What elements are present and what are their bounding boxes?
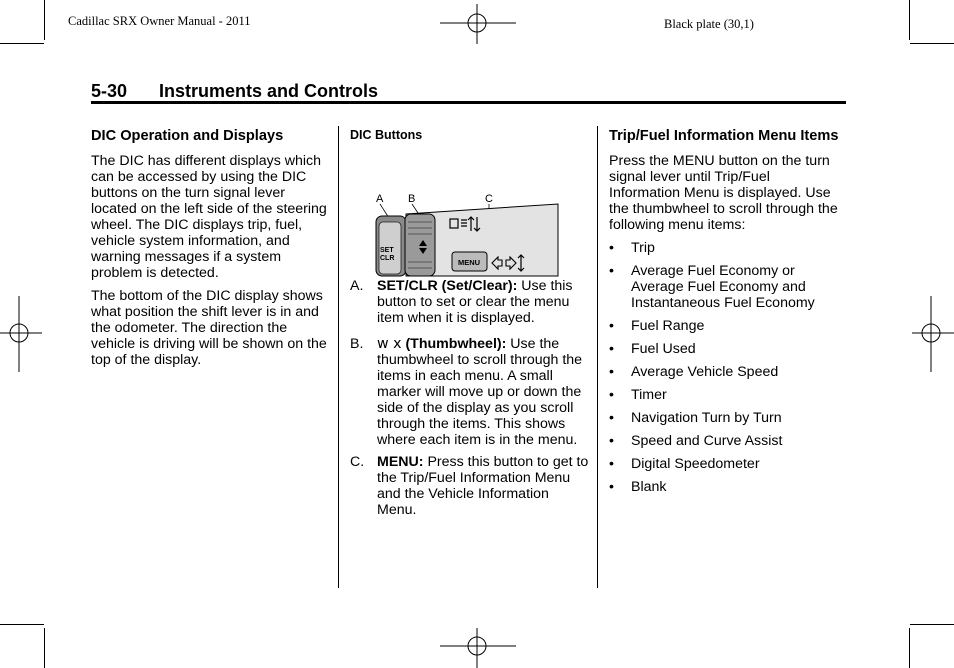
- bullet-icon: •: [609, 240, 614, 256]
- crop-mark: [0, 624, 44, 625]
- figure-title: DIC Buttons: [350, 128, 423, 142]
- item-text: Use the thumbwheel to scroll through the items in each menu. A small marker will move up or down the side of the display as you scroll through the items. This shows where each item is in the menu.: [377, 336, 583, 448]
- item-letter: A.: [350, 278, 364, 294]
- page-number: 5-30: [91, 81, 128, 101]
- list-item: [350, 336, 590, 448]
- bullet-icon: •: [609, 433, 614, 449]
- list-item: [350, 278, 590, 326]
- right-column: [609, 127, 841, 502]
- registration-target-left: [0, 296, 42, 372]
- registration-target-top: [440, 4, 516, 44]
- middle-column: [350, 127, 590, 524]
- section-heading: Trip/Fuel Information Menu Items: [609, 128, 839, 144]
- crop-mark: [44, 0, 45, 40]
- paragraph: The bottom of the DIC display shows what position the shift lever is in and the odometer. The direction the vehicle is driving will be shown on the top of the display.: [91, 288, 327, 368]
- list-item: • Digital Speedometer: [609, 456, 760, 472]
- list-item: [350, 454, 590, 518]
- registration-target-right: [912, 296, 954, 372]
- bullet-icon: •: [609, 479, 614, 495]
- crop-mark: [909, 628, 910, 668]
- label-b: B: [408, 193, 416, 205]
- column-divider: [338, 126, 339, 588]
- menu-items-list: [609, 240, 841, 495]
- item-term: MENU:: [377, 454, 424, 470]
- list-item: • Timer: [609, 387, 667, 403]
- crop-mark: [0, 43, 44, 44]
- label-c: C: [485, 193, 493, 205]
- bullet-icon: •: [609, 387, 614, 403]
- bullet-icon: •: [609, 341, 614, 357]
- item-text: Use this button to set or clear the menu item when it is displayed.: [377, 278, 573, 326]
- item-text: Press this button to get to the Trip/Fuel Information Menu and the Vehicle Information Menu.: [377, 454, 589, 518]
- bullet-icon: •: [609, 318, 614, 334]
- list-item: • Speed and Curve Assist: [609, 433, 783, 449]
- title-rule: [91, 101, 846, 104]
- crop-mark: [44, 628, 45, 668]
- header-plate: Black plate (30,1): [664, 17, 754, 31]
- item-term: (Thumbwheel):: [401, 336, 507, 352]
- section-heading: DIC Operation and Displays: [91, 128, 284, 144]
- paragraph: The DIC has different displays which can be accessed by using the DIC buttons on the turn signal lever located on the left side of the steering wheel. The DIC displays trip, fuel, vehicle system information, and warning messages if a system problem is detected.: [91, 153, 327, 281]
- list-item: • Navigation Turn by Turn: [609, 410, 782, 426]
- menu-label: MENU: [458, 258, 481, 267]
- thumbwheel-symbols-icon: w x: [377, 336, 402, 352]
- list-item: • Fuel Range: [609, 318, 705, 334]
- paragraph: Press the MENU button on the turn signal lever until Trip/Fuel Information Menu is displayed. Use the thumbwheel to scroll through the following menu items:: [609, 153, 838, 233]
- dic-buttons-illustration: [350, 152, 560, 267]
- item-letter: C.: [350, 454, 365, 470]
- section-title: Instruments and Controls: [159, 81, 379, 101]
- bullet-icon: •: [609, 456, 614, 472]
- left-column: [91, 127, 331, 375]
- crop-mark: [909, 0, 910, 40]
- list-item: • Fuel Used: [609, 341, 696, 357]
- list-item: • Trip: [609, 240, 655, 256]
- list-item: • Average Fuel Economy or Average Fuel Economy and Instantaneous Fuel Economy: [609, 263, 815, 311]
- list-item: • Blank: [609, 479, 667, 495]
- item-letter: B.: [350, 336, 364, 352]
- registration-target-bottom: [440, 628, 516, 668]
- list-item: • Average Vehicle Speed: [609, 364, 779, 380]
- bullet-icon: •: [609, 263, 614, 279]
- label-a: A: [376, 193, 384, 205]
- crop-mark: [910, 43, 954, 44]
- crop-mark: [910, 624, 954, 625]
- bullet-icon: •: [609, 410, 614, 426]
- bullet-icon: •: [609, 364, 614, 380]
- set-label: SET: [380, 247, 394, 254]
- item-term: SET/CLR (Set/Clear):: [377, 278, 518, 294]
- header-manual-title: Cadillac SRX Owner Manual - 2011: [68, 14, 251, 28]
- column-divider: [597, 126, 598, 588]
- clr-label: CLR: [380, 255, 395, 262]
